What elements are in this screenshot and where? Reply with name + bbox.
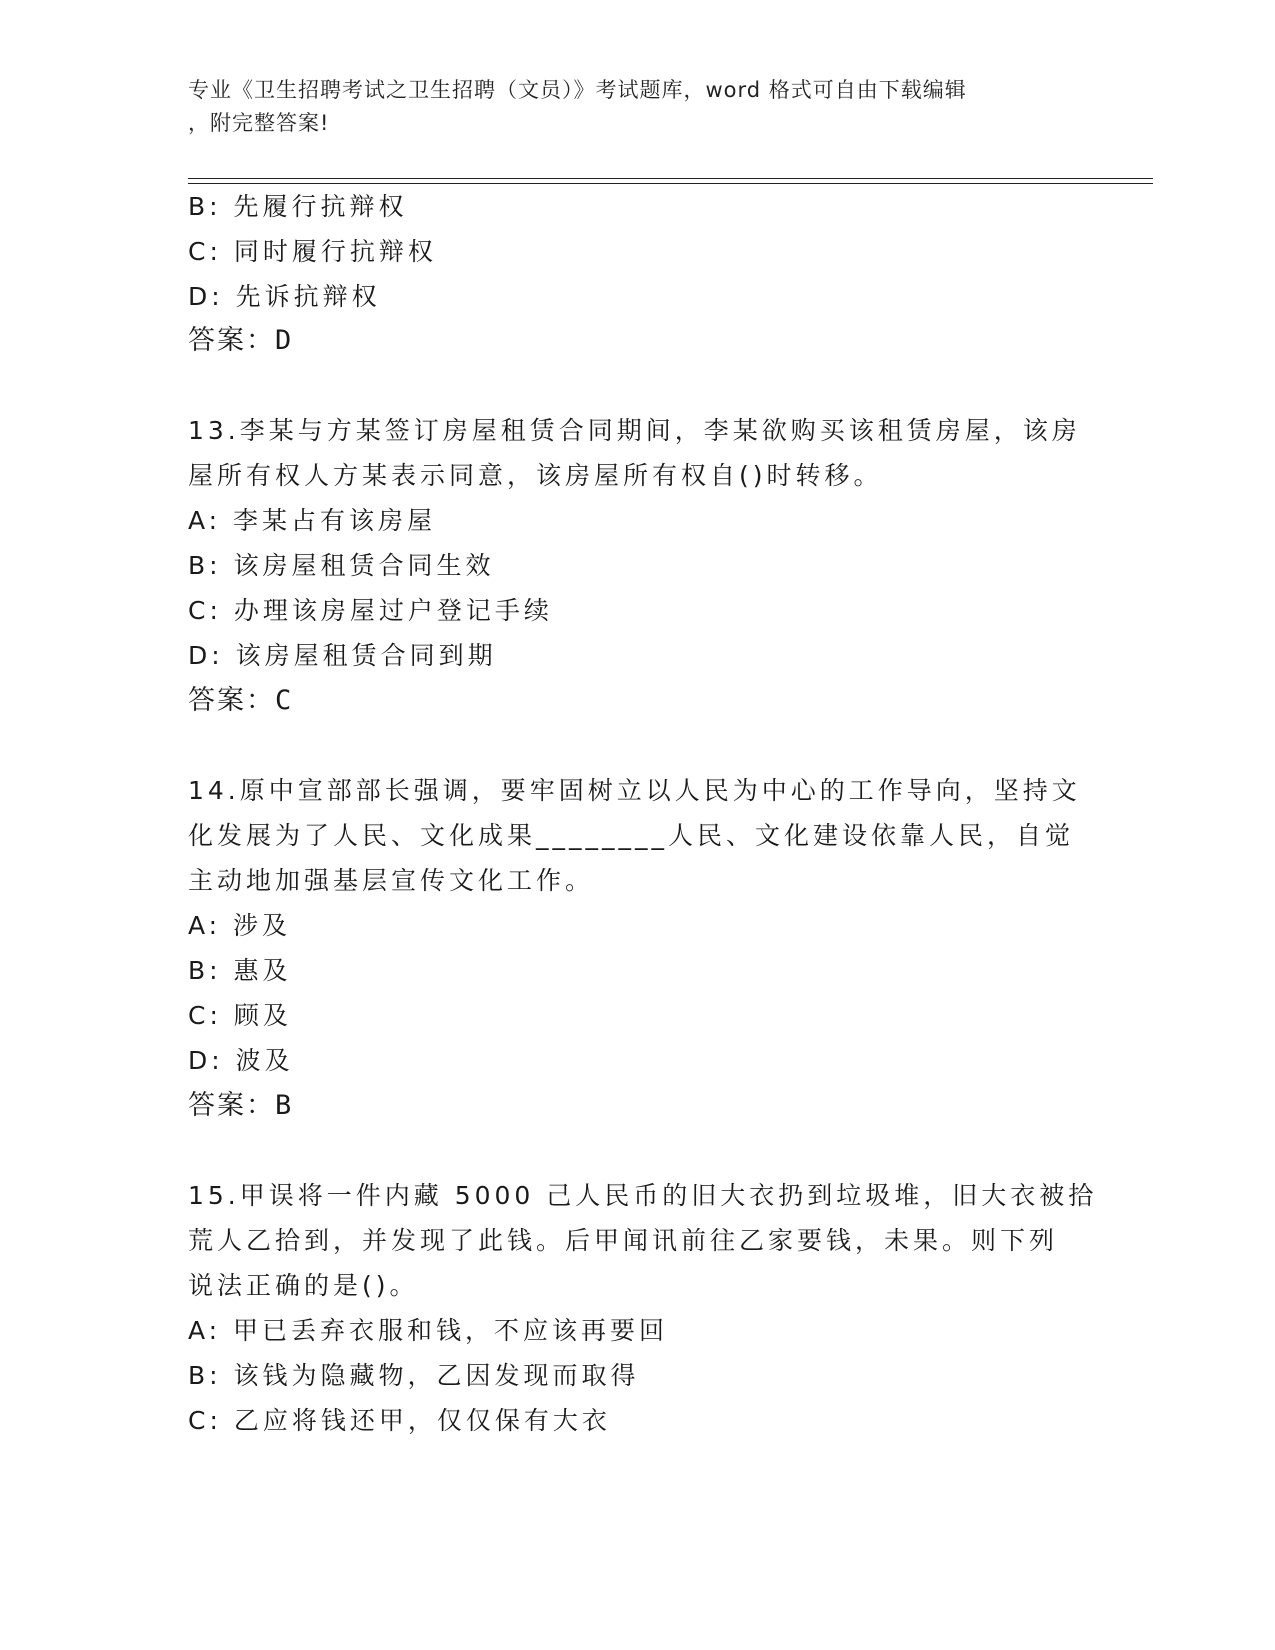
q13-stem-line-1: 13.李某与方某签订房屋租赁合同期间，李某欲购买该租赁房屋，该房 (188, 416, 1081, 445)
q14-answer-value: B (275, 1090, 292, 1121)
q14-option-b: B: 惠及 (188, 956, 292, 985)
document-header (188, 74, 1088, 140)
q13-option-c: C: 办理该房屋过户登记手续 (188, 596, 553, 625)
q13-option-a: A: 李某占有该房屋 (188, 506, 437, 535)
q13-stem-line-2: 屋所有权人方某表示同意，该房屋所有权自()时转移。 (188, 461, 883, 490)
q14-option-c: C: 顾及 (188, 1001, 292, 1030)
q14-answer (188, 1091, 291, 1121)
q15-stem-line-2: 荒人乙拾到，并发现了此钱。后甲闻讯前往乙家要钱，未果。则下列 (188, 1226, 1059, 1255)
q15-option-c: C: 乙应将钱还甲，仅仅保有大衣 (188, 1406, 611, 1435)
q13-answer-label: 答案： (188, 685, 275, 716)
q15-stem-line-3: 说法正确的是()。 (188, 1271, 419, 1300)
q15-option-b: B: 该钱为隐藏物，乙因发现而取得 (188, 1361, 640, 1390)
q14-option-d: D: 波及 (188, 1046, 294, 1075)
q14-stem-line-2: 化发展为了人民、文化成果________人民、文化建设依靠人民，自觉 (188, 821, 1075, 850)
q13-answer-value: C (275, 685, 292, 716)
header-line-1: 专业《卫生招聘考试之卫生招聘（文员）》考试题库，word 格式可自由下载编辑 (188, 78, 967, 102)
q12-option-d: D: 先诉抗辩权 (188, 282, 381, 311)
q13-option-d: D: 该房屋租赁合同到期 (188, 641, 497, 670)
q12-option-c: C: 同时履行抗辩权 (188, 237, 437, 266)
q14-stem-line-1: 14.原中宣部部长强调，要牢固树立以人民为中心的工作导向，坚持文 (188, 776, 1081, 805)
q15-stem-line-1: 15.甲误将一件内藏 5000 己人民币的旧大衣扔到垃圾堆，旧大衣被拾 (188, 1181, 1098, 1210)
q12-answer-value: D (275, 325, 292, 356)
q12-option-b: B: 先履行抗辩权 (188, 192, 408, 221)
q14-stem-line-3: 主动地加强基层宣传文化工作。 (188, 866, 595, 895)
header-line-2: ，附完整答案! (188, 111, 330, 135)
q12-answer-label: 答案： (188, 325, 275, 356)
header-divider-top (188, 178, 1153, 179)
q12-answer (188, 326, 291, 356)
header-divider-bottom (188, 183, 1153, 184)
q14-answer-label: 答案： (188, 1090, 275, 1121)
q14-option-a: A: 涉及 (188, 911, 292, 940)
q13-option-b: B: 该房屋租赁合同生效 (188, 551, 495, 580)
q13-answer (188, 686, 291, 716)
q15-option-a: A: 甲已丢弃衣服和钱，不应该再要回 (188, 1316, 669, 1345)
